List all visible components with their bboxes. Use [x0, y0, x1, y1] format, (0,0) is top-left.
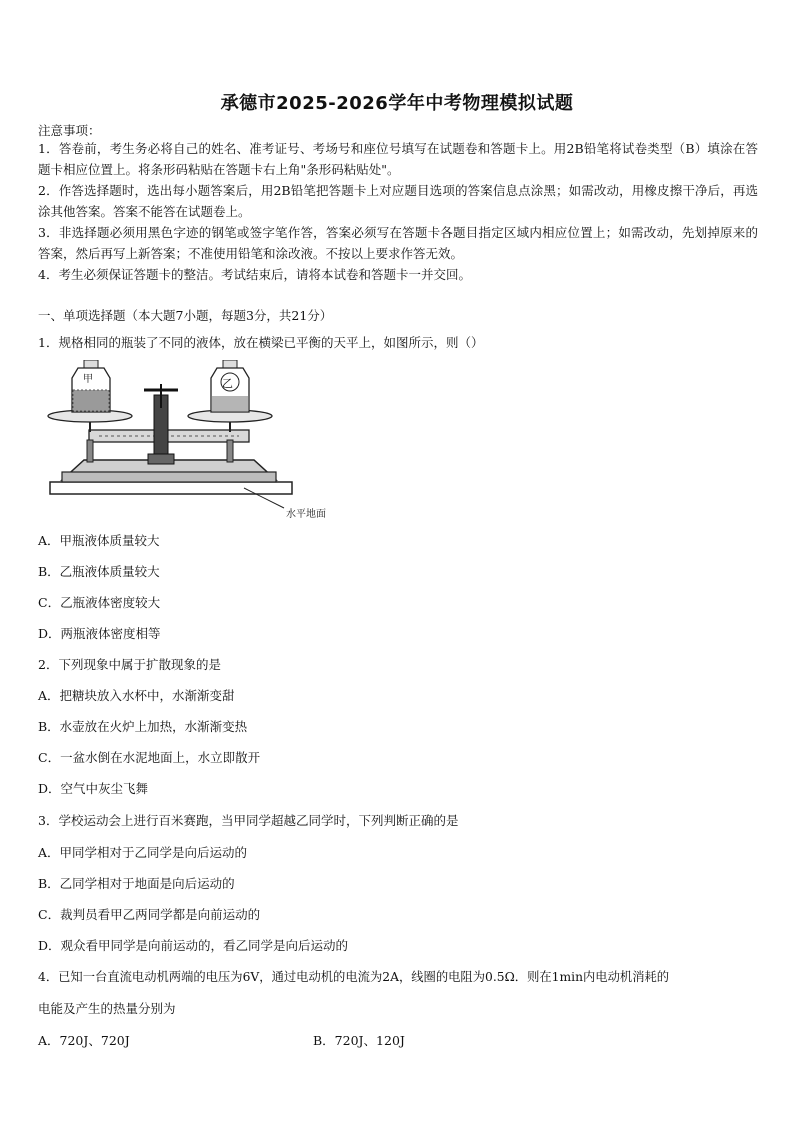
question-4-stem-line2: 电能及产生的热量分别为 [38, 1001, 176, 1016]
notice-item-3: 3．非选择题必须用黑色字迹的钢笔或签字笔作答，答案必须写在答题卡各题目指定区域内相应位置上；如需改动，先划掉原来的答案，然后再写上新答案；不准使用铅笔和涂改液。不按以上要求作答无效。 [38, 225, 758, 261]
question-4-stem-line1: 4．已知一台直流电动机两端的电压为6V，通过电动机的电流为2A，线圈的电阻为0.5Ω．则在1min内电动机消耗的 [38, 970, 670, 984]
notice-item-4: 4．考生必须保证答题卡的整洁。考试结束后，请将本试卷和答题卡一并交回。 [38, 267, 471, 282]
question-1-option-d: D．两瓶液体密度相等 [38, 626, 161, 641]
question-2-option-a: A．把糖块放入水杯中，水渐渐变甜 [38, 688, 235, 703]
question-3-option-a: A．甲同学相对于乙同学是向后运动的 [38, 845, 248, 860]
section-title: 一、单项选择题（本大题7小题，每题3分，共21分） [38, 308, 333, 323]
question-4-option-b: B．720J、120J [313, 1033, 405, 1048]
question-4-option-a: A．720J、720J [38, 1033, 130, 1048]
page-title: 承德市2025-2026学年中考物理模拟试题 [220, 93, 574, 114]
question-3-option-d: D．观众看甲同学是向前运动的，看乙同学是向后运动的 [38, 938, 349, 953]
question-1-stem: 1．规格相同的瓶装了不同的液体，放在横梁已平衡的天平上，如图所示，则（） [38, 335, 484, 350]
question-3-option-c: C．裁判员看甲乙两同学都是向前运动的 [38, 907, 261, 922]
notice-item-2: 2．作答选择题时，选出每小题答案后，用2B铅笔把答题卡上对应题目选项的答案信息点涂黑；如需改动，用橡皮擦干净后，再选涂其他答案。答案不能答在试题卷上。 [38, 183, 758, 219]
question-3-option-b: B．乙同学相对于地面是向后运动的 [38, 876, 235, 891]
ground-label: 水平地面 [286, 509, 326, 520]
bottle-label-jia: 甲 [83, 374, 93, 385]
question-2-stem: 2．下列现象中属于扩散现象的是 [38, 657, 221, 672]
question-2-option-b: B．水壶放在火炉上加热，水渐渐变热 [38, 719, 248, 734]
question-3-stem: 3．学校运动会上进行百米赛跑，当甲同学超越乙同学时，下列判断正确的是 [38, 813, 459, 828]
question-2-option-d: D．空气中灰尘飞舞 [38, 781, 149, 796]
bottle-label-yi: 乙 [222, 377, 233, 390]
notice-heading: 注意事项： [38, 123, 101, 138]
question-2-option-c: C．一盆水倒在水泥地面上，水立即散开 [38, 750, 261, 765]
question-1-option-b: B．乙瓶液体质量较大 [38, 564, 160, 579]
balance-scale-figure [44, 360, 344, 525]
question-1-option-c: C．乙瓶液体密度较大 [38, 595, 161, 610]
question-1-option-a: A．甲瓶液体质量较大 [38, 533, 160, 548]
notice-item-1: 1．答卷前，考生务必将自己的姓名、准考证号、考场号和座位号填写在试题卷和答题卡上。用2B铅笔将试卷类型（B）填涂在答题卡相应位置上。将条形码粘贴在答题卡右上角"条形码粘贴处"。 [38, 141, 758, 177]
